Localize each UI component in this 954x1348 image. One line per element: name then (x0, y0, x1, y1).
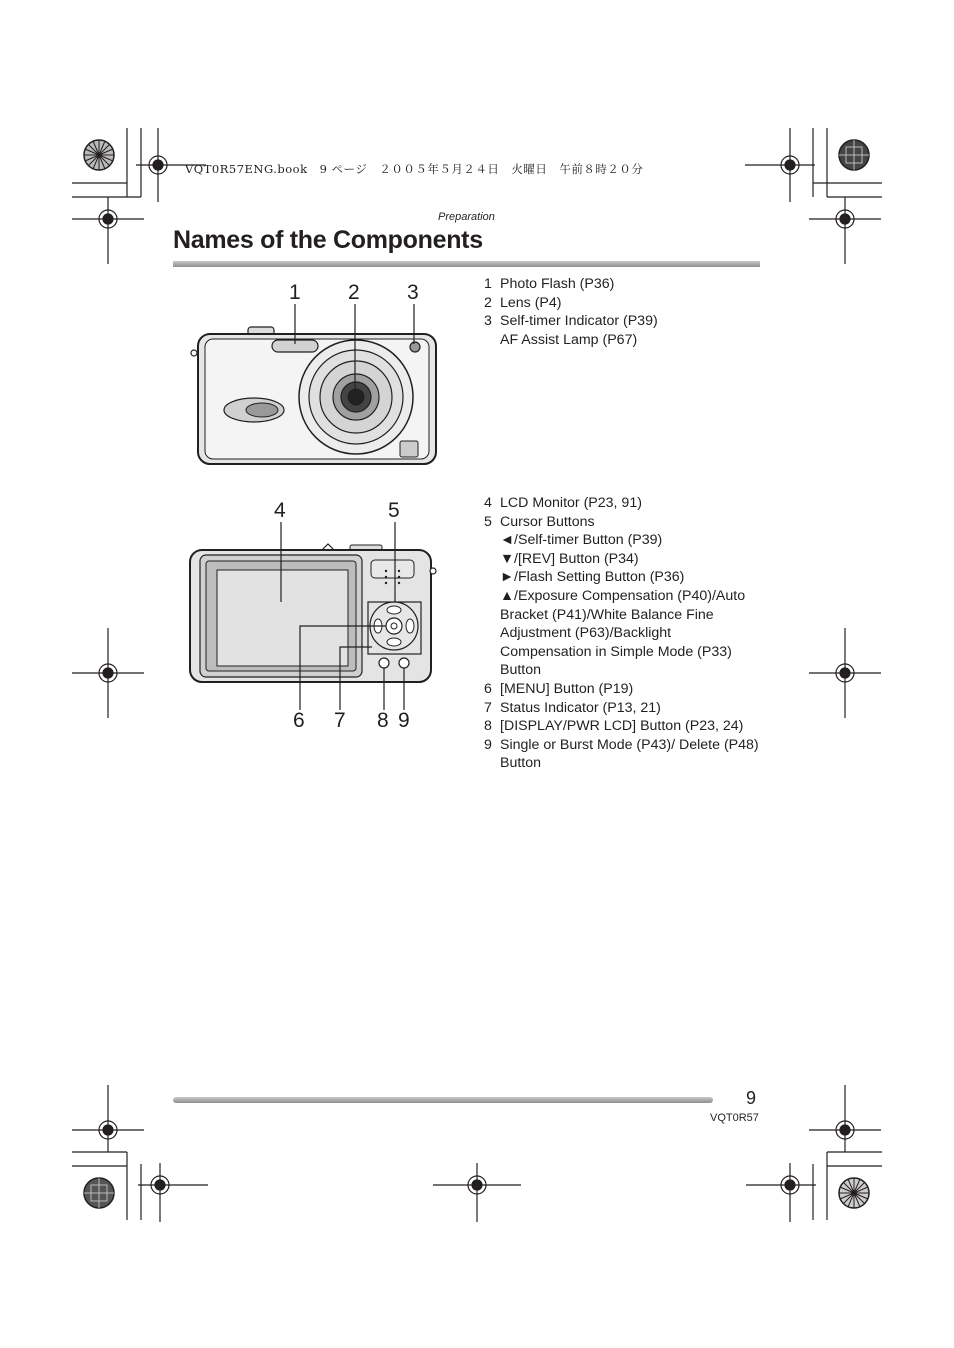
list-item: 4 LCD Monitor (P23, 91) (484, 495, 642, 511)
list-item: AF Assist Lamp (P67) (500, 331, 638, 348)
back-callout-5: 5 (388, 499, 400, 522)
back-callout-7: 7 (334, 709, 346, 732)
list-item: 2 Lens (P4) (484, 294, 562, 311)
list-item: ▼/[REV] Button (P34) (500, 550, 639, 567)
front-callout-3: 3 (407, 281, 419, 304)
front-component-list (484, 275, 760, 349)
back-callout-6: 6 (293, 709, 305, 732)
title-rule (173, 261, 760, 267)
list-item: 9 Single or Burst Mode (P43)/ Delete (P48) Button (484, 736, 759, 772)
page-title: Names of the Components (173, 226, 483, 254)
list-item: 8 [DISPLAY/PWR LCD] Button (P23, 24) (484, 718, 744, 735)
model-code: VQT0R57 (710, 1112, 759, 1124)
list-item: 7 Status Indicator (P13, 21) (484, 699, 661, 716)
list-item: 5 Cursor Buttons (484, 513, 595, 530)
print-header-line: VQT0R57ENG.book 9 ページ ２００５年５月２４日 火曜日 午前８時２０分 (185, 162, 644, 176)
front-callout-1: 1 (289, 281, 301, 304)
back-callout-8: 8 (377, 709, 389, 732)
section-label: Preparation (438, 211, 495, 223)
footer-rule (173, 1097, 713, 1103)
front-callout-2: 2 (348, 281, 360, 304)
list-item: 6 [MENU] Button (P19) (484, 680, 634, 697)
page-number: 9 (746, 1088, 757, 1108)
list-item: ◄/Self-timer Button (P39) (500, 532, 663, 549)
back-callout-4: 4 (274, 499, 286, 522)
back-callout-9: 9 (398, 709, 410, 732)
camera-front-illustration (191, 327, 436, 464)
list-item: ▲/Exposure Compensation (P40)/Auto Bracket (P41)/White Balance Fine Adjustment (P63)/Backlight Compensation in Simple Mode (P33) Button (500, 587, 746, 679)
camera-back-illustration (190, 544, 436, 682)
list-item: ►/Flash Setting Button (P36) (500, 569, 685, 586)
back-component-list (484, 494, 760, 773)
list-item: 3 Self-timer Indicator (P39) (484, 313, 658, 330)
list-item: 1 Photo Flash (P36) (484, 276, 615, 292)
